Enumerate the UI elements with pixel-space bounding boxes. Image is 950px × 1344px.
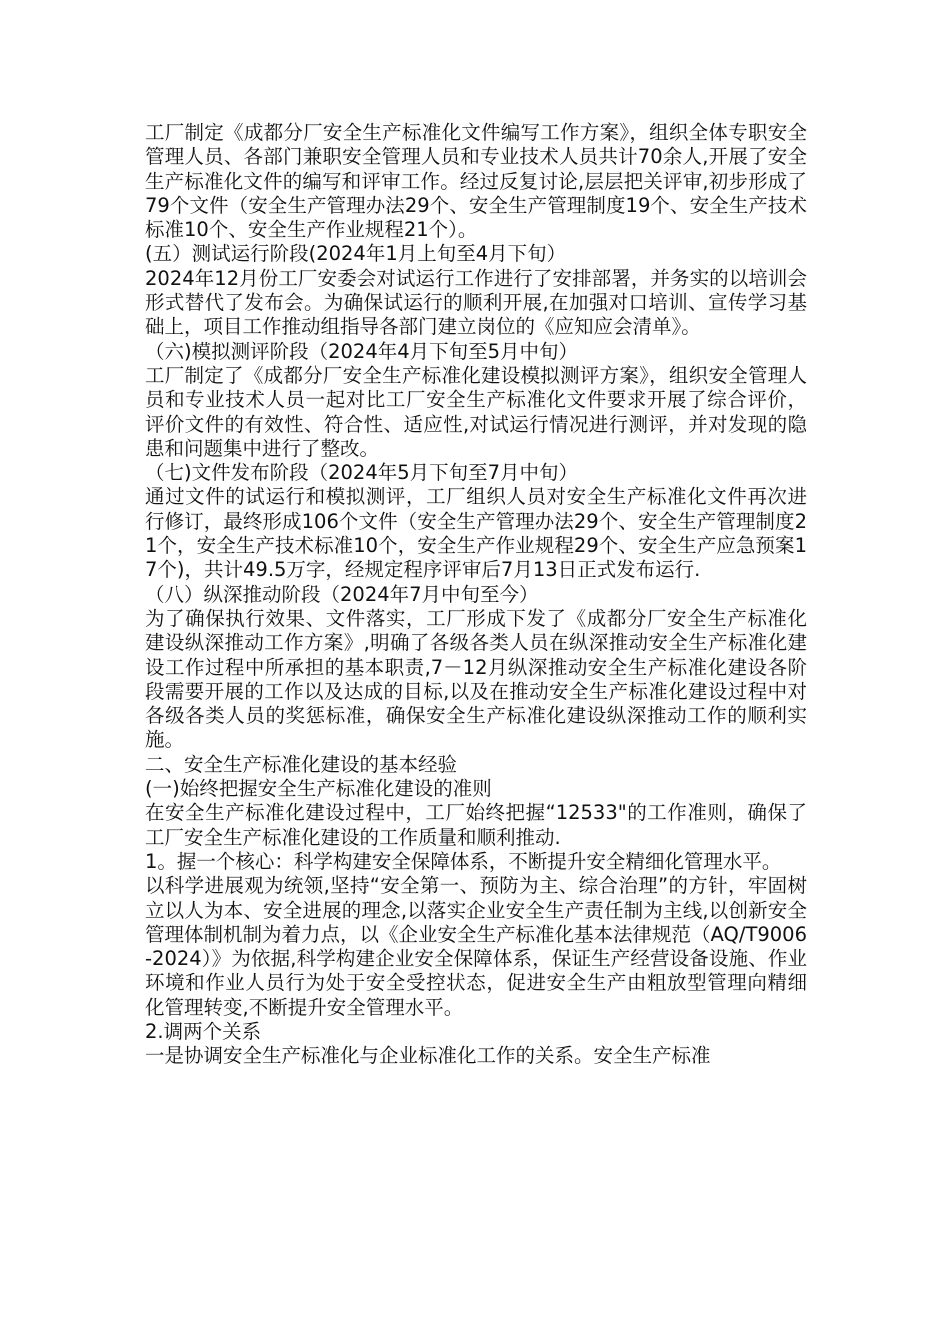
paragraph-file-writing: 工厂制定《成都分厂安全生产标准化文件编写工作方案》，组织全体专职安全管理人员、各部门兼职安全管理人员和专业技术人员共计70余人,开展了安全生产标准化文件的编写和评审工作。经过反复讨论,层层把关评审,初步形成了79个文件（安全生产管理办法29个、安全生产管理制度19个、安全生产技术标准10个、安全生产作业规程21个）。 [145,121,807,242]
paragraph-safety-guidance: 以科学进展观为统领,坚持“安全第一、预防为主、综合治理”的方针，牢固树立以人为本、安全进展的理念,以落实企业安全生产责任制为主线,以创新安全管理体制机制为着力点，以《企业安全生产标准化基本法律规范（AQ/T9006-2024）》为依据,科学构建企业安全保障体系，保证生产经营设备设施、作业环境和作业人员行为处于安全受控状态，促进安全生产由粗放型管理向精细化管理转变,不断提升安全管理水平。 [145,874,807,1019]
section-heading-experience: 二、安全生产标准化建设的基本经验 [145,752,458,776]
paragraph-file-release: 通过文件的试运行和模拟测评，工厂组织人员对安全生产标准化文件再次进行修订，最终形成106个文件（安全生产管理办法29个、安全生产管理制度21个，安全生产技术标准10个，安全生产作业规程29个、安全生产应急预案17个)，共计49.5万字，经规定程序评审后7月13日正式发布运行. [145,485,807,582]
paragraph-core: 1。握一个核心：科学构建安全保障体系，不断提升安全精细化管理水平。 [145,849,782,873]
paragraph-simulation-evaluation: 工厂制定了《成都分厂安全生产标准化建设模拟测评方案》，组织安全管理人员和专业技术人员一起对比工厂安全生产标准化文件要求开展了综合评价，评价文件的有效性、符合性、适应性,对试运行情况进行测评，并对发现的隐患和问题集中进行了整改。 [145,363,807,460]
heading-stage-6: （六)模拟测评阶段（2024年4月下旬至5月中旬） [145,339,579,363]
paragraph-trial-run: 2024年12月份工厂安委会对试运行工作进行了安排部署，并务实的以培训会形式替代了发布会。为确保试运行的顺利开展,在加强对口培训、宣传学习基础上，项目工作推动组指导各部门建立岗位的《应知应会清单》。 [145,266,807,339]
heading-stage-5: (五）测试运行阶段(2024年1月上旬至4月下旬） [145,242,567,266]
paragraph-principle: 在安全生产标准化建设过程中，工厂始终把握“12533"的工作准则，确保了工厂安全生产标准化建设的工作质量和顺利推动. [145,801,807,849]
paragraph-deep-promotion: 为了确保执行效果、文件落实，工厂形成下发了《成都分厂安全生产标准化建设纵深推动工作方案》,明确了各级各类人员在纵深推动安全生产标准化建设工作过程中所承担的基本职责,7－12月纵深推动安全生产标准化建设各阶段需要开展的工作以及达成的目标,以及在推动安全生产标准化建设过程中对各级各类人员的奖惩标准，确保安全生产标准化建设纵深推动工作的顺利实施。 [145,606,807,752]
subheading-principle: (一)始终把握安全生产标准化建设的准则 [145,777,492,801]
heading-stage-7: （七)文件发布阶段（2024年5月下旬至7月中旬） [145,461,579,485]
subheading-two-relations: 2.调两个关系 [145,1019,262,1043]
document-body [145,121,807,1069]
heading-stage-8: （八）纵深推动阶段（2024年7月中旬至今） [145,582,539,606]
paragraph-relation-one: 一是协调安全生产标准化与企业标准化工作的关系。安全生产标准 [145,1044,711,1068]
